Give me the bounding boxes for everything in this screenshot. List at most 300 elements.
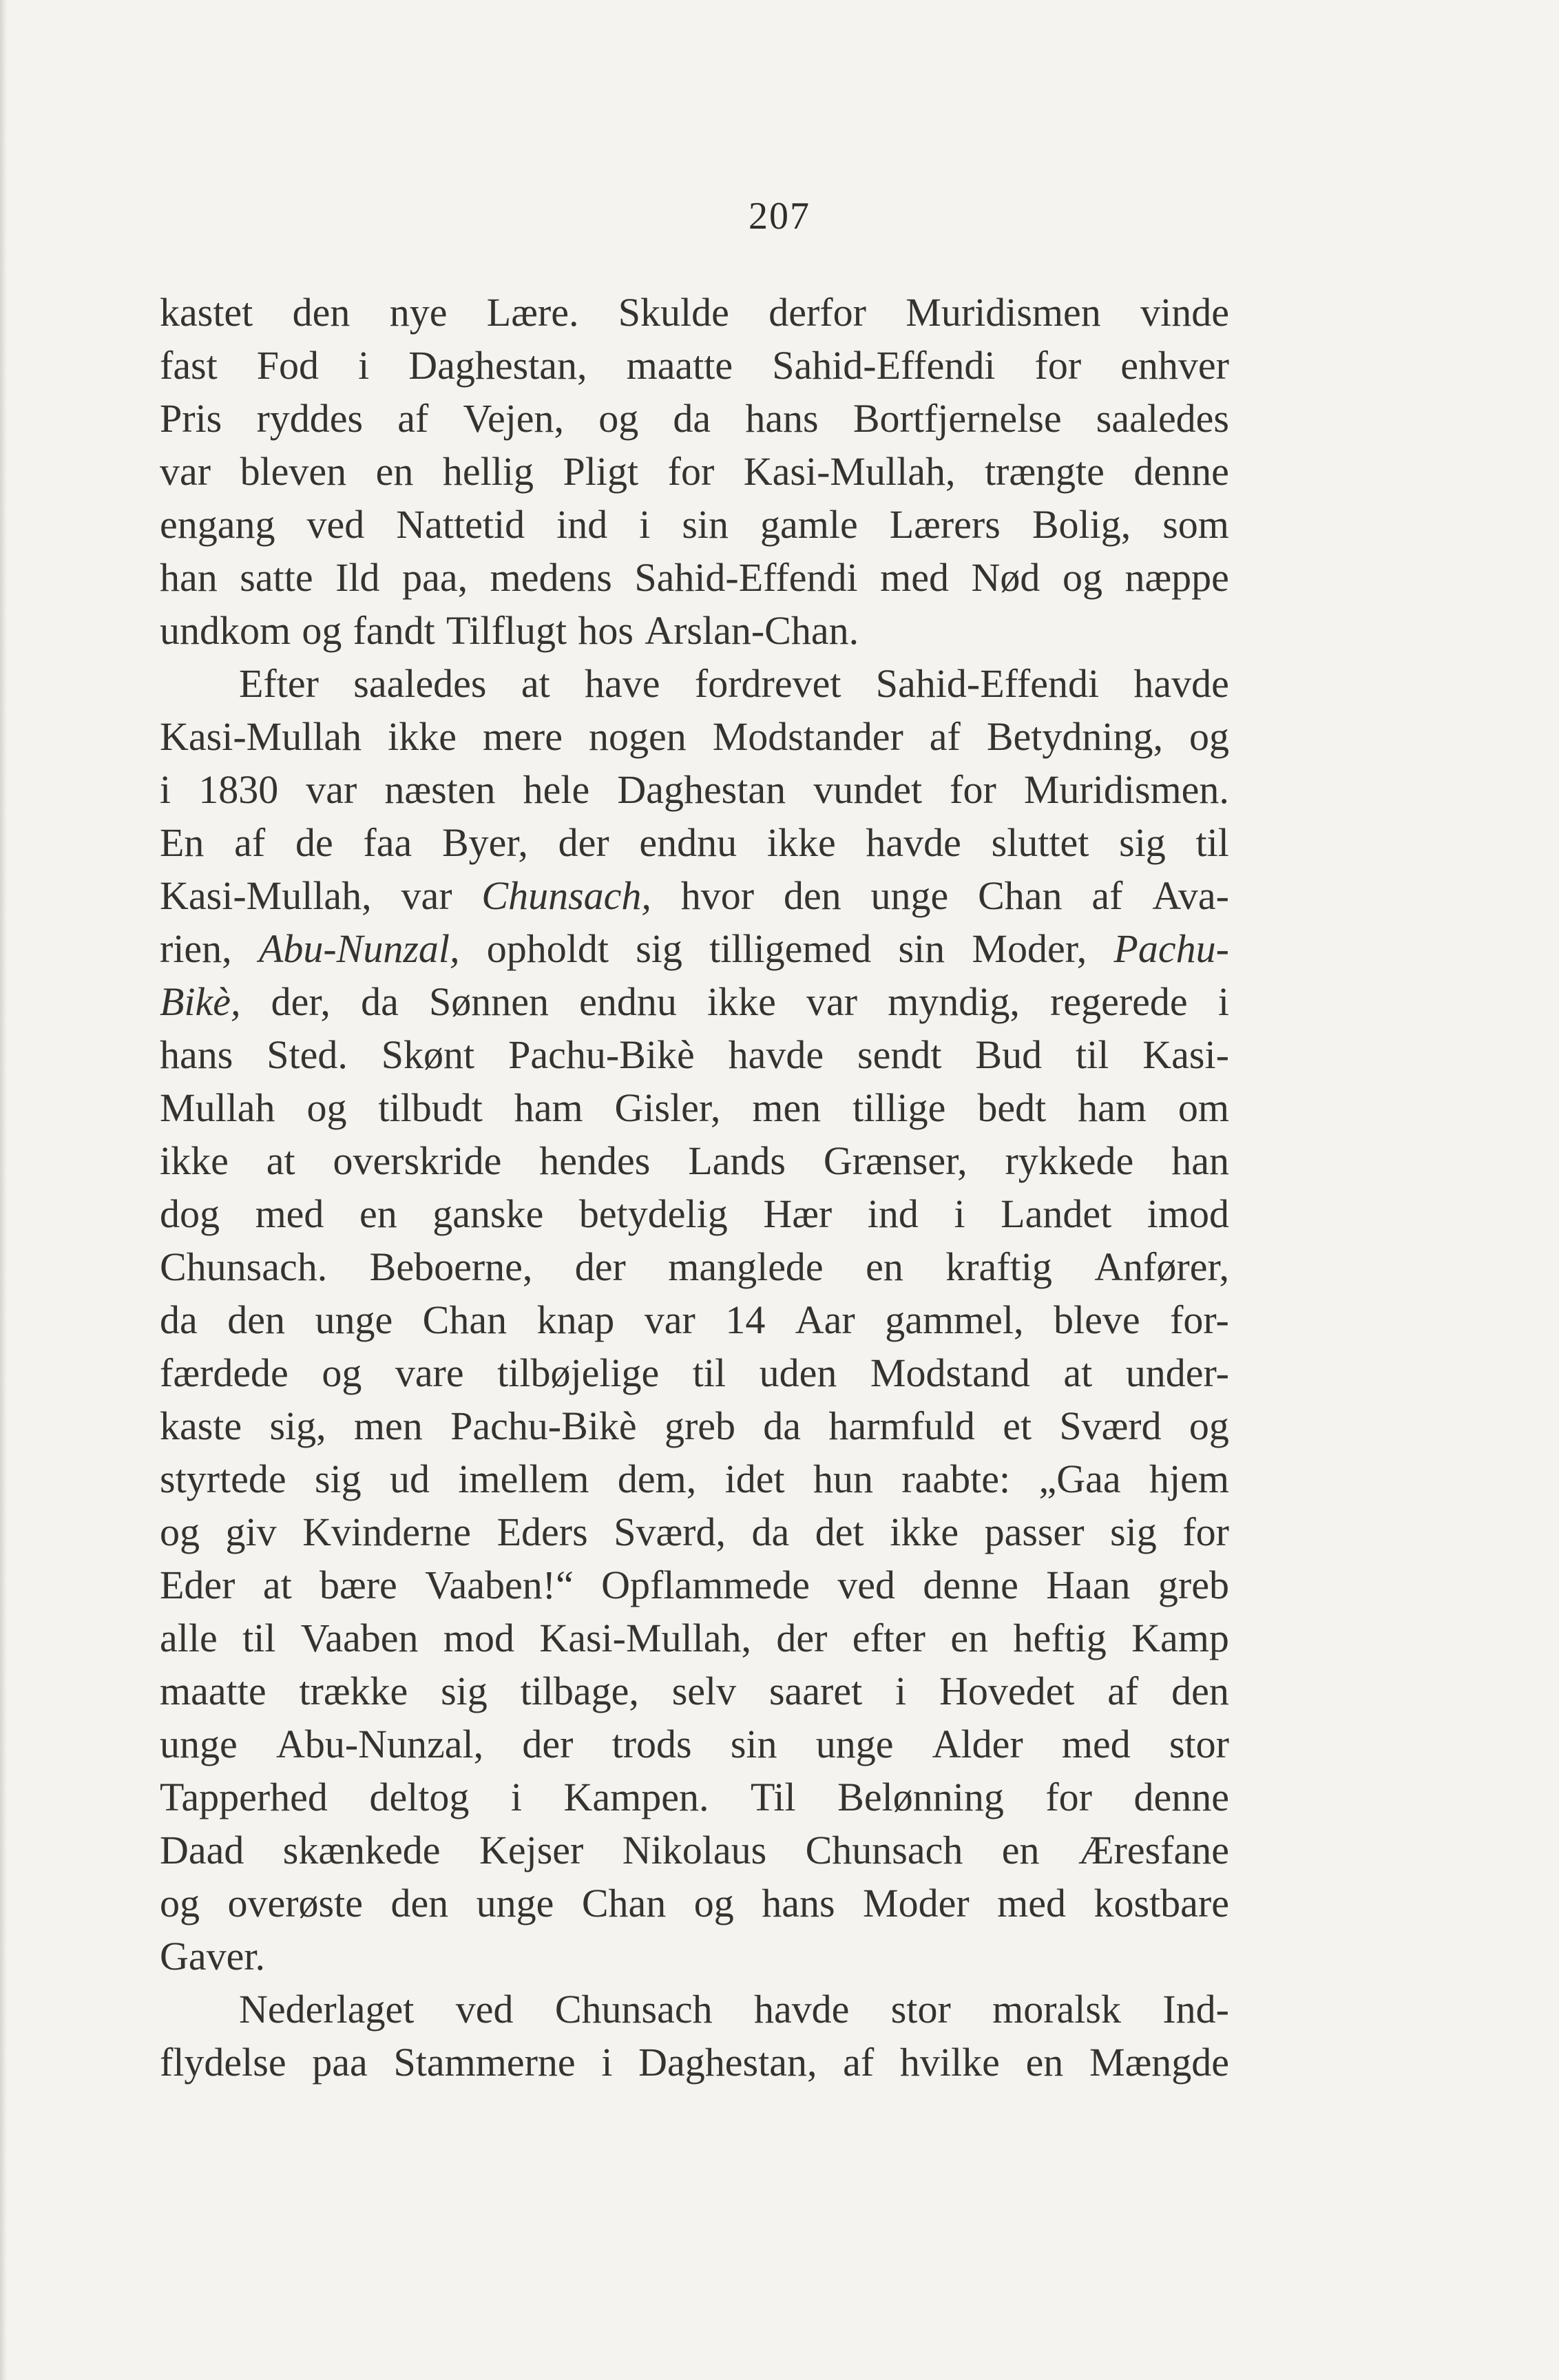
word: Moder xyxy=(863,1881,970,1925)
word: myndig, xyxy=(888,979,1020,1024)
word: under- xyxy=(1125,1350,1229,1395)
word: hans xyxy=(745,396,819,441)
word: trække xyxy=(299,1669,408,1713)
word: heftig xyxy=(1013,1616,1107,1660)
word: hos xyxy=(578,608,634,653)
word: Alder xyxy=(932,1722,1023,1766)
word: Byer, xyxy=(441,820,528,865)
word: ikke xyxy=(160,1138,229,1183)
word: stor xyxy=(1169,1722,1229,1766)
word: Kasi-Mullah xyxy=(160,714,362,759)
word: og xyxy=(598,396,639,441)
word: greb xyxy=(1158,1563,1229,1607)
word: Kasi-Mullah, xyxy=(539,1616,751,1660)
word: af xyxy=(929,714,961,759)
word: Tilflugt xyxy=(446,608,567,653)
word: hele xyxy=(523,767,590,812)
word: i xyxy=(358,343,370,388)
word: en xyxy=(950,1616,989,1660)
word: sig xyxy=(1110,1510,1157,1554)
word: for xyxy=(1182,1510,1229,1554)
word: af xyxy=(1107,1669,1139,1713)
word: nye xyxy=(389,290,448,335)
word: saaledes xyxy=(1096,396,1229,441)
word: Beboerne, xyxy=(369,1244,533,1289)
word: der xyxy=(558,820,609,865)
word: Kamp xyxy=(1131,1616,1229,1660)
text-line xyxy=(160,1399,1229,1452)
word: det xyxy=(815,1510,864,1554)
word: Chan xyxy=(422,1297,508,1342)
word: bære xyxy=(320,1563,397,1607)
word: om xyxy=(1178,1085,1229,1130)
word: med xyxy=(255,1191,324,1236)
text-line xyxy=(160,1558,1229,1611)
word: unge xyxy=(476,1881,554,1925)
word: nogen xyxy=(588,714,687,759)
word: men xyxy=(353,1403,423,1448)
word: tilligemed xyxy=(709,926,872,971)
word: i xyxy=(601,2040,613,2085)
word: tilbøjelige xyxy=(497,1350,660,1395)
word: havde xyxy=(866,820,961,865)
word: Til xyxy=(751,1775,796,1819)
word: En xyxy=(160,820,205,865)
word: Daad xyxy=(160,1828,244,1872)
word: som xyxy=(1162,502,1229,547)
word: undkom xyxy=(160,608,291,653)
word: at xyxy=(521,661,550,706)
word: ryddes xyxy=(256,396,364,441)
word: Kvinderne xyxy=(302,1510,472,1554)
word: rykkede xyxy=(1005,1138,1134,1183)
word: og xyxy=(160,1510,200,1554)
word: der xyxy=(522,1722,574,1766)
word: den xyxy=(292,290,350,335)
word: imod xyxy=(1147,1191,1229,1236)
word: for xyxy=(950,767,996,812)
word: en xyxy=(375,449,414,494)
word: sig xyxy=(441,1669,488,1713)
word: Modstand xyxy=(870,1350,1030,1395)
text-line xyxy=(160,392,1229,445)
word: var xyxy=(401,873,452,918)
text-line xyxy=(160,286,1229,339)
word: hellig xyxy=(442,449,534,494)
word: unge xyxy=(870,873,949,918)
word: var xyxy=(806,979,858,1024)
word: Sværd xyxy=(1059,1403,1162,1448)
word: Bud xyxy=(975,1032,1043,1077)
word: Opflammede xyxy=(601,1563,810,1607)
word: stor xyxy=(890,1987,951,2032)
word: og xyxy=(306,1085,347,1130)
text-line xyxy=(160,1824,1229,1877)
word: moralsk xyxy=(992,1987,1121,2032)
word: kaste xyxy=(160,1403,242,1448)
word: Eder xyxy=(160,1563,236,1607)
word: havde xyxy=(753,1987,850,2032)
word: 14 xyxy=(725,1297,766,1342)
word: af xyxy=(843,2040,875,2085)
word: til xyxy=(692,1350,726,1395)
word: Daghestan, xyxy=(408,343,587,388)
word: Bikè, xyxy=(160,979,241,1024)
word: Kampen. xyxy=(563,1775,709,1819)
word: denne xyxy=(1133,449,1229,494)
word: og xyxy=(1189,1403,1229,1448)
page-number: 207 xyxy=(749,195,810,238)
word: sig xyxy=(636,926,682,971)
word: Æresfane xyxy=(1078,1828,1229,1872)
word: og xyxy=(302,608,342,653)
word: Skønt xyxy=(381,1032,475,1077)
word: Aar xyxy=(795,1297,855,1342)
word: imellem xyxy=(458,1457,589,1501)
word: Nød xyxy=(971,555,1040,600)
word: Sønnen xyxy=(428,979,549,1024)
word: trods xyxy=(611,1722,692,1766)
word: dog xyxy=(160,1191,220,1236)
word: til xyxy=(1076,1032,1109,1077)
word: han xyxy=(160,555,218,600)
word: ved xyxy=(306,502,365,547)
word: Chunsach. xyxy=(160,1244,328,1289)
word: da xyxy=(361,979,399,1024)
word: med xyxy=(880,555,949,600)
word: en xyxy=(1001,1828,1040,1872)
word: men xyxy=(752,1085,822,1130)
word: betydelig xyxy=(578,1191,728,1236)
word: saaret xyxy=(768,1669,863,1713)
word: engang xyxy=(160,502,275,547)
word: endnu xyxy=(579,979,677,1024)
word: Vejen, xyxy=(463,396,565,441)
word: Haan xyxy=(1046,1563,1131,1607)
word: Daghestan, xyxy=(638,2040,817,2085)
text-line xyxy=(160,1240,1229,1293)
text-line xyxy=(160,922,1229,975)
word: paa xyxy=(312,2040,368,2085)
word: gamle xyxy=(760,502,858,547)
word: Sahid-Effendi xyxy=(875,661,1100,706)
word: Pachu-Bikè xyxy=(508,1032,695,1077)
word: ikke xyxy=(766,820,836,865)
word: Kasi-Mullah, xyxy=(743,449,956,494)
word: da xyxy=(160,1297,198,1342)
word: Nikolaus xyxy=(622,1828,767,1872)
word: med xyxy=(997,1881,1067,1925)
word: da xyxy=(673,396,711,441)
word: Skulde xyxy=(618,290,729,335)
word: den xyxy=(390,1881,449,1925)
text-line xyxy=(160,869,1229,922)
word: og xyxy=(1062,555,1102,600)
word: ganske xyxy=(432,1191,544,1236)
word: for xyxy=(667,449,715,494)
word: sig xyxy=(314,1457,362,1501)
word: Bortfjernelse xyxy=(852,396,1062,441)
word: Nederlaget xyxy=(239,1987,415,2032)
word: i xyxy=(160,767,171,812)
word: og xyxy=(693,1881,734,1925)
word: bedt xyxy=(977,1085,1047,1130)
text-line xyxy=(160,1771,1229,1824)
text-line xyxy=(160,1505,1229,1558)
word: i xyxy=(1217,979,1229,1024)
word: Bolig, xyxy=(1032,502,1131,547)
word: fast xyxy=(160,343,218,388)
word: ham xyxy=(1078,1085,1147,1130)
word: rien, xyxy=(160,926,232,971)
text-line xyxy=(160,816,1229,869)
word: ikke xyxy=(388,714,457,759)
word: hans xyxy=(762,1881,835,1925)
word: Chunsach xyxy=(554,1987,713,2032)
text-line xyxy=(160,1293,1229,1346)
word: unge xyxy=(315,1297,393,1342)
text-line xyxy=(160,1930,1229,1983)
word: satte xyxy=(240,555,313,600)
word: havde xyxy=(1133,661,1229,706)
word: Fod xyxy=(256,343,320,388)
word: Belønning xyxy=(837,1775,1004,1819)
word: ind xyxy=(556,502,608,547)
word: var xyxy=(306,767,357,812)
word: flydelse xyxy=(160,2040,286,2085)
word: Ild xyxy=(335,555,380,600)
word: Muridismen xyxy=(906,290,1101,335)
word: gammel, xyxy=(885,1297,1024,1342)
word: ved xyxy=(455,1987,514,2032)
word: Muridismen. xyxy=(1023,767,1229,812)
word: for- xyxy=(1170,1297,1229,1342)
word: knap xyxy=(536,1297,615,1342)
text-line xyxy=(160,1452,1229,1505)
text-line xyxy=(160,1028,1229,1081)
word: Tapperhed xyxy=(160,1775,328,1819)
word: fordrevet xyxy=(694,661,841,706)
word: Abu-Nunzal, xyxy=(258,926,460,971)
word: hvor xyxy=(680,873,755,918)
word: Hovedet xyxy=(939,1669,1075,1713)
word: at xyxy=(1063,1350,1093,1395)
word: maatte xyxy=(160,1669,266,1713)
word: Vaaben!“ xyxy=(425,1563,574,1607)
word: sluttet xyxy=(991,820,1089,865)
word: Kejser xyxy=(479,1828,584,1872)
word: Kasi-Mullah, xyxy=(160,873,372,918)
text-line xyxy=(160,1346,1229,1399)
word: hendes xyxy=(539,1138,651,1183)
word: mod xyxy=(443,1616,514,1660)
word: Chan xyxy=(581,1881,667,1925)
word: mere xyxy=(483,714,563,759)
word: en xyxy=(866,1244,903,1289)
word: af xyxy=(1091,873,1123,918)
word: Arslan-Chan. xyxy=(645,608,859,653)
word: ind xyxy=(867,1191,919,1236)
word: Sahid-Effendi xyxy=(772,343,996,388)
word: kraftig xyxy=(945,1244,1052,1289)
word: trængte xyxy=(984,449,1105,494)
word: ved xyxy=(837,1563,896,1607)
word: raabte: xyxy=(901,1457,1011,1501)
word: Landet xyxy=(1001,1191,1112,1236)
word: sig xyxy=(1119,820,1166,865)
word: der xyxy=(574,1244,626,1289)
word: denne xyxy=(923,1563,1018,1607)
word: Sværd, xyxy=(614,1510,726,1554)
word: ham xyxy=(514,1085,583,1130)
word: Anfører, xyxy=(1094,1244,1229,1289)
text-line xyxy=(160,551,1229,604)
word: denne xyxy=(1133,1775,1229,1819)
word: hun xyxy=(813,1457,873,1501)
word: for xyxy=(1034,343,1082,388)
word: at xyxy=(262,1563,292,1607)
word: paa, xyxy=(402,555,468,600)
word: Gaver. xyxy=(160,1934,265,1979)
word: skænkede xyxy=(282,1828,441,1872)
word: derfor xyxy=(768,290,866,335)
word: Mængde xyxy=(1089,2040,1229,2085)
body-text xyxy=(160,286,1229,2089)
word: da xyxy=(751,1510,790,1554)
word: sin xyxy=(730,1722,777,1766)
word: Nattetid xyxy=(396,502,525,547)
word: deltog xyxy=(369,1775,470,1819)
text-line xyxy=(160,339,1229,392)
word: endnu xyxy=(639,820,737,865)
word: i xyxy=(954,1191,965,1236)
word: Modstander xyxy=(712,714,903,759)
word: medens xyxy=(490,555,612,600)
word: Gisler, xyxy=(614,1085,721,1130)
word: tilbudt xyxy=(378,1085,483,1130)
word: Hær xyxy=(763,1191,833,1236)
word: og xyxy=(160,1881,200,1925)
word: hjem xyxy=(1149,1457,1229,1501)
word: Vaaben xyxy=(300,1616,419,1660)
word: 1830 xyxy=(198,767,279,812)
word: faa xyxy=(363,820,412,865)
text-line xyxy=(160,1134,1229,1187)
word: greb xyxy=(664,1403,736,1448)
word: bleve xyxy=(1054,1297,1140,1342)
word: og xyxy=(1189,714,1229,759)
word: passer xyxy=(984,1510,1085,1554)
word: Moder, xyxy=(972,926,1087,971)
word: ikke xyxy=(890,1510,959,1554)
word: den xyxy=(783,873,841,918)
word: var xyxy=(160,449,211,494)
word: unge xyxy=(160,1722,238,1766)
word: uden xyxy=(759,1350,837,1395)
text-line xyxy=(160,445,1229,498)
word: tillige xyxy=(852,1085,946,1130)
text-line xyxy=(160,1187,1229,1240)
word: fandt xyxy=(353,608,435,653)
word: da xyxy=(763,1403,802,1448)
word: „Gaa xyxy=(1038,1457,1121,1501)
word: Chunsach, xyxy=(481,873,651,918)
word: Pachu- xyxy=(1113,926,1229,971)
word: unge xyxy=(815,1722,894,1766)
word: vare xyxy=(395,1350,464,1395)
word: Efter xyxy=(239,661,319,706)
word: et xyxy=(1003,1403,1032,1448)
text-line xyxy=(160,657,1229,710)
word: idet xyxy=(724,1457,785,1501)
word: vinde xyxy=(1140,290,1229,335)
word: han xyxy=(1171,1138,1229,1183)
word: selv xyxy=(671,1669,737,1713)
word: dem, xyxy=(617,1457,697,1501)
word: for xyxy=(1045,1775,1092,1819)
text-line xyxy=(160,975,1229,1028)
word: Pligt xyxy=(563,449,639,494)
word: Ind- xyxy=(1162,1987,1229,2032)
text-line xyxy=(160,763,1229,816)
word: i xyxy=(510,1775,523,1819)
word: til xyxy=(1195,820,1229,865)
word: regerede xyxy=(1050,979,1188,1024)
word: Pachu-Bikè xyxy=(450,1403,637,1448)
word: Stammerne xyxy=(393,2040,576,2085)
word: en xyxy=(359,1191,397,1236)
word: have xyxy=(585,661,660,706)
word: til xyxy=(242,1616,276,1660)
word: færdede xyxy=(160,1350,289,1395)
word: en xyxy=(1025,2040,1064,2085)
word: i xyxy=(895,1669,907,1713)
word: saaledes xyxy=(353,661,487,706)
word: manglede xyxy=(668,1244,824,1289)
word: kastet xyxy=(160,290,253,335)
word: bleven xyxy=(240,449,347,494)
word: styrtede xyxy=(160,1457,286,1501)
word: at xyxy=(266,1138,295,1183)
word: overskride xyxy=(333,1138,502,1183)
word: var xyxy=(644,1297,695,1342)
word: Betydning, xyxy=(986,714,1163,759)
word: de xyxy=(295,820,333,865)
word: Sted. xyxy=(266,1032,348,1077)
word: opholdt xyxy=(486,926,609,971)
word: alle xyxy=(160,1616,218,1660)
text-line xyxy=(160,498,1229,551)
word: i xyxy=(639,502,651,547)
word: Ava- xyxy=(1152,873,1229,918)
text-line xyxy=(160,1611,1229,1664)
text-line xyxy=(160,1983,1229,2036)
word: Daghestan xyxy=(617,767,786,812)
text-line xyxy=(160,1877,1229,1930)
word: med xyxy=(1061,1722,1131,1766)
word: overøste xyxy=(227,1881,363,1925)
word: den xyxy=(1171,1669,1229,1713)
word: havde xyxy=(728,1032,824,1077)
word: Eders xyxy=(496,1510,588,1554)
word: af xyxy=(234,820,266,865)
word: den xyxy=(227,1297,285,1342)
word: vundet xyxy=(813,767,923,812)
word: enhver xyxy=(1120,343,1229,388)
word: hans xyxy=(160,1032,233,1077)
text-line xyxy=(160,710,1229,763)
word: ud xyxy=(390,1457,430,1501)
